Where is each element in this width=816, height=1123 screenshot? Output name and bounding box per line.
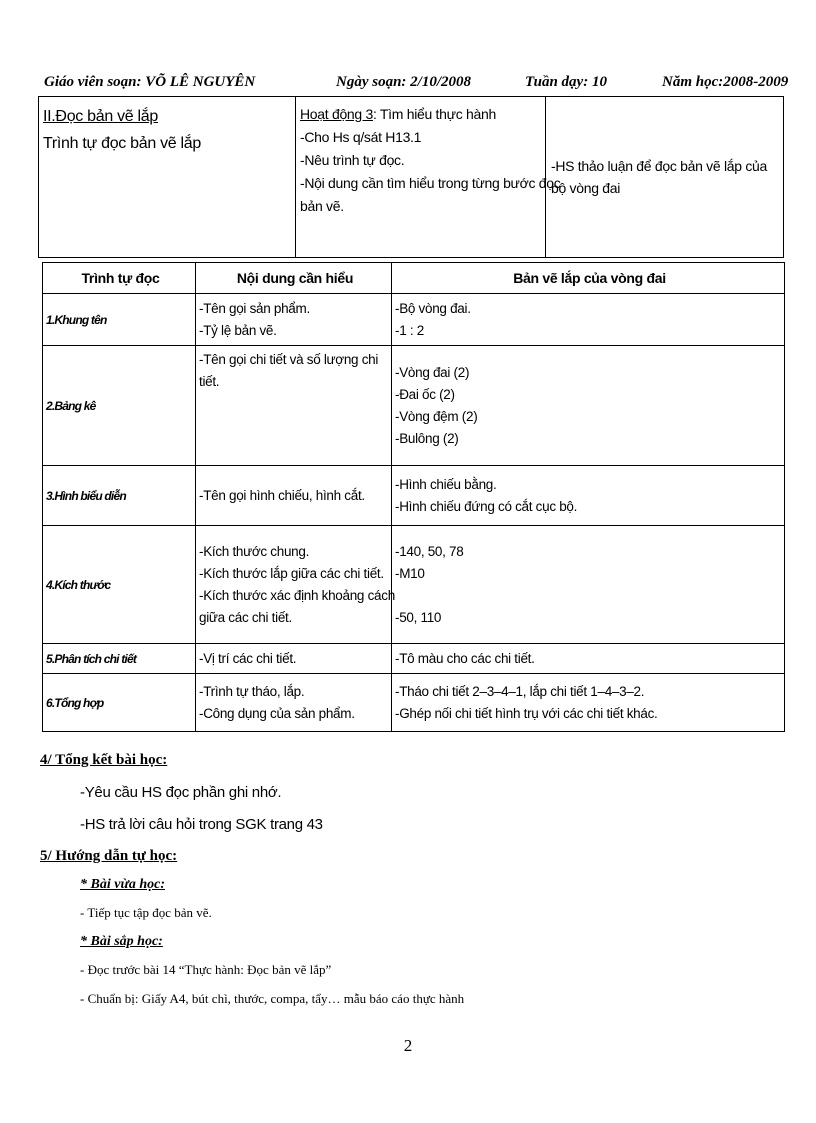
activity-line: -Cho Hs q/sát H13.1	[300, 129, 422, 145]
section-title: II.Đọc bản vẽ lắp	[43, 108, 158, 125]
teacher-name: Giáo viên soạn: VÕ LÊ NGUYÊN	[44, 74, 256, 90]
table-row	[43, 674, 785, 732]
student-activity-text: -HS thảo luận để đọc bản vẽ lắp của bộ vòng đai	[551, 158, 767, 196]
page-header	[44, 74, 789, 96]
summary-item: -Yêu cầu HS đọc phần ghi nhớ.	[80, 784, 282, 801]
drawing-cell: -Tháo chi tiết 2–3–4–1, lắp chi tiết 1–4–3–2. -Ghép nối chi tiết hình trụ với các chi tiết khác.	[392, 674, 785, 732]
lesson-topic-column	[39, 97, 296, 257]
activity-box	[38, 96, 784, 258]
table-row	[43, 644, 785, 674]
drawing-cell: -Bộ vòng đai. -1 : 2	[392, 294, 785, 346]
content-cell: -Tên gọi sản phẩm. -Tỷ lệ bản vẽ.	[196, 294, 392, 346]
step-cell: 6.Tổng hợp	[43, 674, 196, 732]
content-cell: -Trình tự tháo, lắp. -Công dụng của sản phẩm.	[196, 674, 392, 732]
step-cell: 2.Bảng kê	[43, 346, 196, 466]
next-lesson-item: - Chuẩn bị: Giấy A4, bút chì, thước, compa, tẩy… mẫu báo cáo thực hành	[80, 991, 465, 1006]
just-learned-title: * Bài vừa học:	[80, 877, 165, 892]
table-row	[43, 466, 785, 526]
prep-date: Ngày soạn: 2/10/2008	[336, 74, 471, 90]
drawing-cell: -Hình chiếu bằng. -Hình chiếu đứng có cắt cục bộ.	[392, 466, 785, 526]
step-cell: 5.Phân tích chi tiết	[43, 644, 196, 674]
column-header: Nội dung cần hiểu	[196, 263, 392, 294]
next-lesson-title: * Bài sắp học:	[80, 934, 163, 949]
table-row	[43, 294, 785, 346]
just-learned-item: - Tiếp tục tập đọc bản vẽ.	[80, 905, 212, 920]
next-lesson-item: - Đọc trước bài 14 “Thực hành: Đọc bản vẽ lắp”	[80, 962, 332, 977]
student-activity-column	[546, 97, 783, 257]
content-cell: -Tên gọi hình chiếu, hình cắt.	[196, 466, 392, 526]
activity-line: bản vẽ.	[300, 198, 344, 214]
summary-title: 4/ Tổng kết bài học:	[40, 752, 168, 768]
step-cell: 4.Kích thước	[43, 526, 196, 644]
teacher-activity-column	[296, 97, 561, 257]
content-cell: -Tên gọi chi tiết và số lượng chi tiết.	[196, 346, 392, 466]
school-year: Năm học:2008-2009	[662, 74, 789, 90]
activity-line: -Nêu trình tự đọc.	[300, 152, 405, 168]
column-header: Bản vẽ lắp của vòng đai	[392, 263, 785, 294]
column-header: Trình tự đọc	[43, 263, 196, 294]
activity-heading: Hoạt động 3: Tìm hiểu thực hành	[300, 106, 496, 122]
reading-steps-table	[42, 262, 785, 732]
table-row	[43, 346, 785, 466]
section-subtitle: Trình tự đọc bản vẽ lắp	[43, 135, 201, 152]
page-number: 2	[403, 1036, 413, 1055]
step-cell: 3.Hình biểu diễn	[43, 466, 196, 526]
content-cell: -Kích thước chung. -Kích thước lắp giữa các chi tiết. -Kích thước xác định khoảng cách giữa các chi tiết.	[196, 526, 392, 644]
step-cell: 1.Khung tên	[43, 294, 196, 346]
table-header-row	[43, 263, 785, 294]
summary-item: -HS trả lời câu hỏi trong SGK trang 43	[80, 816, 323, 833]
drawing-cell: -Vòng đai (2) -Đai ốc (2) -Vòng đệm (2) -Bulông (2)	[392, 346, 785, 466]
table-row	[43, 526, 785, 644]
activity-line: -Nội dung cần tìm hiểu trong từng bước đọc	[300, 175, 561, 191]
drawing-cell: -140, 50, 78 -M10 -50, 110	[392, 526, 785, 644]
drawing-cell: -Tô màu cho các chi tiết.	[392, 644, 785, 674]
guide-title: 5/ Hướng dẫn tự học:	[40, 848, 178, 864]
content-cell: -Vị trí các chi tiết.	[196, 644, 392, 674]
teaching-week: Tuần dạy: 10	[525, 74, 607, 90]
